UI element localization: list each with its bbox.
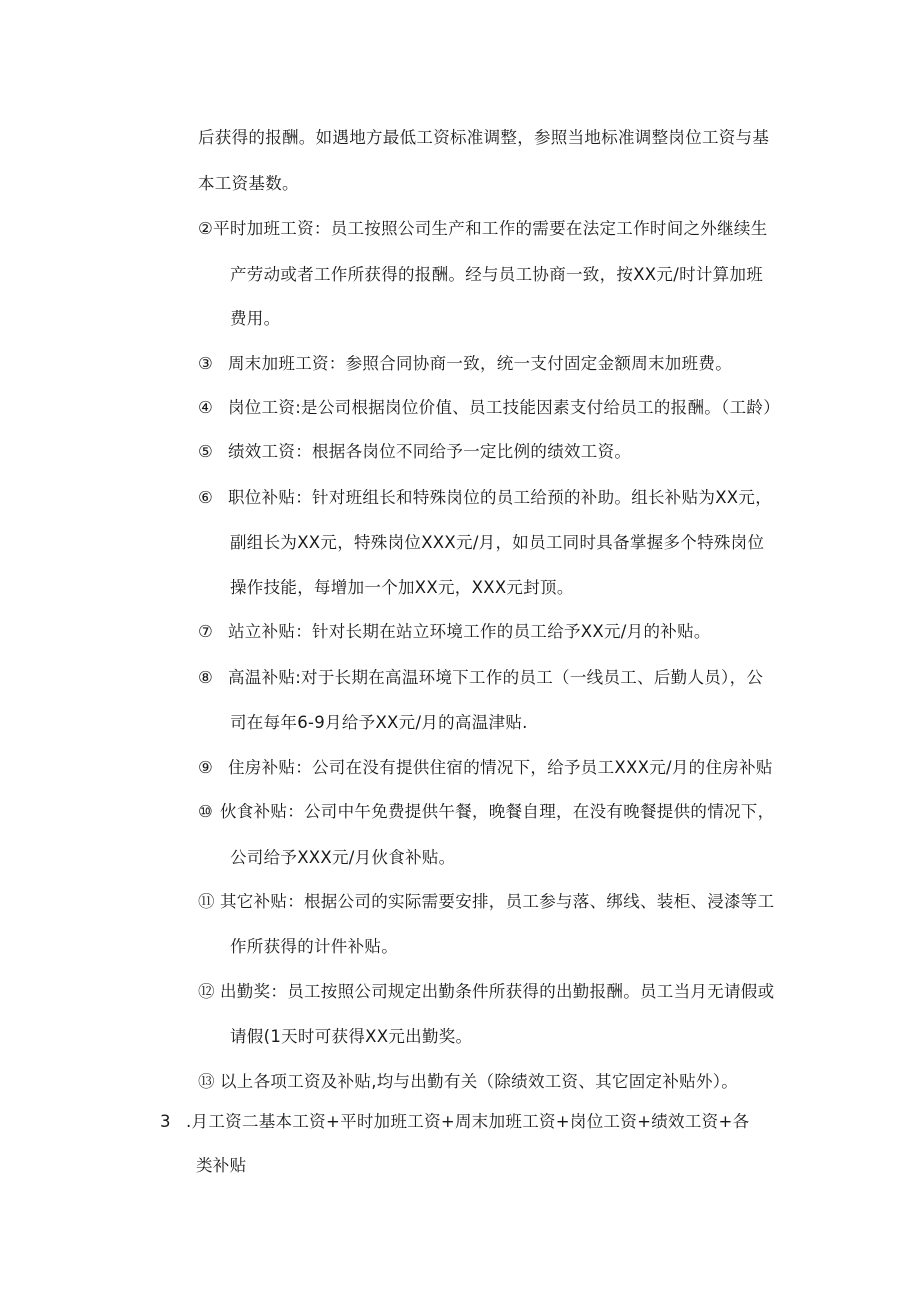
item-2-line-2: 产劳动或者工作所获得的报酬。经与员工协商一致，按XX元/时计算加班: [230, 265, 764, 284]
item-11-line-2: 作所获得的计件补贴。: [230, 937, 398, 956]
item-9-marker: ⑨: [198, 758, 214, 777]
item-4-line-1: [198, 397, 780, 419]
item-11-marker: ⑪: [198, 892, 215, 911]
item-6-marker: ⑥: [198, 488, 214, 507]
item-12-line-2: 请假(1天时可获得XX元出勤奖。: [230, 1027, 473, 1046]
intro-line-2: 本工资基数。: [198, 174, 299, 193]
item-8-text-1: 高温补贴:对于长期在高温环境下工作的员工（一线员工、后勤人员），公: [228, 668, 764, 687]
item-2-line-1: [198, 218, 768, 240]
formula-line-1: [160, 1111, 749, 1133]
item-5-marker: ⑤: [198, 442, 214, 461]
formula-line-2: 类补贴: [196, 1156, 247, 1175]
item-8-line-1: [198, 667, 763, 689]
item-7-text-1: 站立补贴：针对长期在站立环境工作的员工给予XX元/月的补贴。: [228, 622, 711, 641]
item-9-text-1: 住房补贴：公司在没有提供住宿的情况下，给予员工XXX元/月的住房补贴: [228, 758, 773, 777]
formula-text-1: .月工资二基本工资+平时加班工资+周末加班工资+岗位工资+绩效工资+各: [186, 1112, 750, 1131]
item-13-line-1: [198, 1071, 738, 1093]
item-13-text-1: 以上各项工资及补贴,均与出勤有关（除绩效工资、其它固定补贴外）。: [220, 1072, 739, 1091]
item-12-text-1: 出勤奖：员工按照公司规定出勤条件所获得的出勤报酬。员工当月无请假或: [220, 982, 775, 1001]
item-12-marker: ⑫: [198, 982, 215, 1001]
item-10-line-1: [198, 801, 774, 823]
item-13-marker: ⑬: [198, 1072, 215, 1091]
item-2-text-1: 平时加班工资：员工按照公司生产和工作的需要在法定工作时间之外继续生: [213, 219, 768, 238]
item-8-marker: ⑧: [198, 668, 214, 687]
item-10-text-1: 伙食补贴：公司中午免费提供午餐，晚餐自理，在没有晚餐提供的情况下，: [220, 802, 775, 821]
item-2-marker: ②: [198, 219, 214, 238]
item-10-marker: ⑩: [198, 802, 214, 821]
item-9-line-1: [198, 757, 773, 779]
item-5-text-1: 绩效工资：根据各岗位不同给予一定比例的绩效工资。: [228, 442, 632, 461]
item-4-text-1: 岗位工资:是公司根据岗位价值、员工技能因素支付给员工的报酬。（工龄）: [228, 398, 781, 417]
item-12-line-1: [198, 981, 774, 1003]
item-6-line-3: 操作技能，每增加一个加XX元，XXX元封顶。: [230, 578, 574, 597]
item-11-text-1: 其它补贴：根据公司的实际需要安排，员工参与落、绑线、装柜、浸漆等工: [220, 892, 775, 911]
item-5-line-1: [198, 441, 631, 463]
item-3-line-1: [198, 353, 732, 375]
formula-number: 3: [160, 1112, 171, 1131]
item-3-text-1: 周末加班工资：参照合同协商一致，统一支付固定金额周末加班费。: [228, 354, 732, 373]
intro-line-1: 后获得的报酬。如遇地方最低工资标准调整，参照当地标准调整岗位工资与基: [198, 128, 770, 147]
item-7-line-1: [198, 621, 711, 643]
item-2-line-3: 费用。: [230, 309, 281, 328]
item-4-marker: ④: [198, 398, 214, 417]
item-10-line-2: 公司给予XXX元/月伙食补贴。: [230, 848, 456, 867]
item-3-marker: ③: [198, 354, 214, 373]
item-6-line-1: [198, 487, 772, 509]
item-7-marker: ⑦: [198, 622, 214, 641]
item-8-line-2: 司在每年6-9月给予XX元/月的高温津贴.: [230, 713, 528, 732]
item-6-line-2: 副组长为XX元，特殊岗位XXX元/月，如员工同时具备掌握多个特殊岗位: [230, 533, 765, 552]
item-11-line-1: [198, 891, 774, 913]
item-6-text-1: 职位补贴：针对班组长和特殊岗位的员工给预的补助。组长补贴为XX元，: [228, 488, 773, 507]
